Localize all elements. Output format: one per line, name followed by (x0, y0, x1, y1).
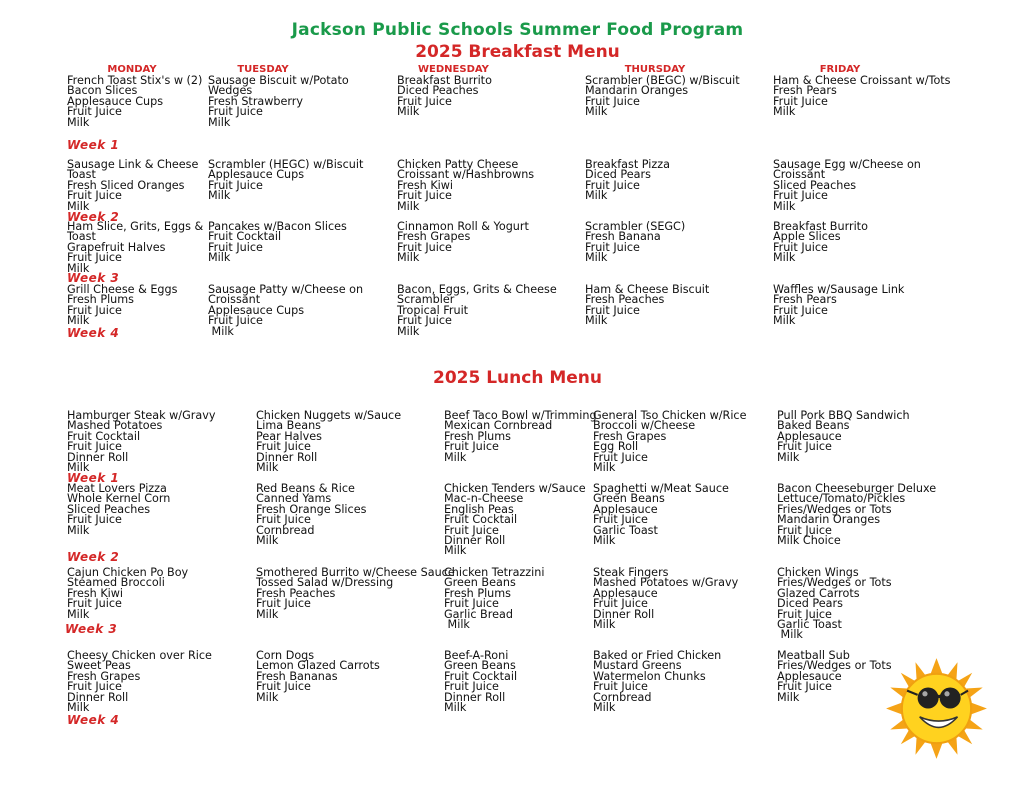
menu-item: Applesauce (593, 502, 658, 516)
menu-item: Fruit Juice (585, 303, 640, 317)
menu-item: Fruit Juice (397, 240, 452, 254)
menu-item: Applesauce Cups (208, 303, 305, 317)
menu-item: Fruit Juice (593, 450, 648, 464)
menu-item: Fruit Juice (208, 314, 263, 328)
menu-item: Beef-A-Roni (444, 649, 509, 662)
menu-item: Milk (444, 617, 470, 631)
lunch-menu-title: 2025 Lunch Menu (432, 368, 603, 388)
breakfast-week-4-label: Week 4 (67, 326, 120, 340)
menu-item: Milk (773, 251, 796, 265)
breakfast-week-4-thursday (585, 285, 709, 327)
menu-item: Fruit Juice (67, 680, 122, 694)
menu-item: Watermelon Chunks (593, 669, 706, 683)
breakfast-week-4-monday (67, 285, 177, 327)
lunch-week-1-tuesday (256, 411, 401, 473)
lunch-week-4-thursday (593, 651, 721, 713)
menu-item: Milk (256, 690, 279, 704)
menu-item: Fresh Banana (585, 230, 661, 244)
menu-item: Dinner Roll (593, 607, 655, 621)
menu-item: Ham & Cheese Croissant w/Tots (773, 74, 951, 87)
menu-item: Fresh Plums (444, 586, 512, 600)
menu-item: Fruit Juice (67, 440, 122, 454)
menu-item: Baked or Fried Chicken (593, 649, 722, 662)
menu-item: Sweet Peas (67, 659, 131, 673)
menu-item: Mashed Potatoes w/Gravy (593, 576, 739, 590)
menu-item: Fruit Juice (585, 240, 640, 254)
menu-item: Lima Beans (256, 419, 321, 433)
menu-item: Ham & Cheese Biscuit (585, 283, 710, 296)
menu-item: Milk (444, 544, 467, 558)
menu-item: Dinner Roll (67, 450, 129, 464)
menu-item: Mac-n-Cheese (444, 492, 524, 506)
lunch-week-3-monday (67, 568, 188, 620)
menu-item: Milk (585, 189, 608, 203)
menu-item: Bacon, Eggs, Grits & Cheese (397, 283, 557, 296)
menu-item: Milk (67, 261, 90, 275)
menu-item: Green Beans (593, 492, 665, 506)
menu-item: Chicken Nuggets w/Sauce (256, 409, 402, 422)
menu-item: Fruit Juice (777, 523, 832, 537)
lunch-week-1-label: Week 1 (67, 471, 120, 485)
menu-item: Steamed Broccoli (67, 576, 165, 590)
menu-item: Fruit Juice (67, 303, 122, 317)
lunch-week-3-tuesday (256, 568, 455, 620)
menu-item: Glazed Carrots (777, 586, 860, 600)
menu-item: Milk (67, 607, 90, 621)
menu-item: Applesauce (593, 586, 658, 600)
menu-item: Cornbread (256, 523, 315, 537)
menu-item: Whole Kernel Corn (67, 492, 171, 506)
menu-item: Milk (773, 199, 796, 213)
menu-item: Bacon Slices (67, 84, 138, 98)
lunch-week-3-label: Week 3 (65, 622, 118, 636)
menu-item: Fresh Grapes (593, 429, 667, 443)
lunch-week-2-thursday (593, 484, 729, 546)
menu-item: Milk (777, 690, 800, 704)
menu-item: Cornbread (593, 690, 652, 704)
breakfast-week-2-tuesday (208, 160, 363, 202)
menu-item: Diced Pears (585, 168, 651, 182)
menu-item: Fresh Strawberry (208, 94, 304, 108)
menu-item: Smothered Burrito w/Cheese Sauce (256, 566, 455, 579)
breakfast-week-3-label: Week 3 (67, 271, 120, 285)
menu-item: Corn Dogs (256, 649, 315, 662)
menu-item: Fresh Plums (67, 293, 135, 307)
menu-item: Breakfast Burrito (773, 220, 868, 233)
menu-item: Milk (208, 189, 231, 203)
menu-item: Milk (67, 199, 90, 213)
menu-item: Milk (773, 314, 796, 328)
menu-item: Fruit Juice (444, 440, 499, 454)
menu-item: Fruit Juice (593, 680, 648, 694)
menu-item: Milk (593, 533, 616, 547)
breakfast-week-3-wednesday (397, 222, 529, 264)
menu-item: Fresh Grapes (397, 230, 471, 244)
menu-item: Sausage Link & Cheese (67, 158, 199, 171)
menu-item: Fruit Juice (256, 513, 311, 527)
menu-item: Fresh Pears (773, 293, 837, 307)
breakfast-week-2-label: Week 2 (67, 210, 120, 224)
menu-item: Mashed Potatoes (67, 419, 163, 433)
menu-item: Milk Choice (777, 533, 841, 547)
menu-item: Fresh Orange Slices (256, 502, 367, 516)
menu-item: Fruit Juice (397, 94, 452, 108)
menu-item: Fruit Juice (67, 105, 122, 119)
menu-item: Egg Roll (593, 440, 639, 454)
menu-item: Diced Pears (777, 597, 843, 611)
menu-item: Milk (585, 105, 608, 119)
program-title: Jackson Public Schools Summer Food Program (291, 20, 744, 40)
menu-item: Croissant (773, 168, 826, 182)
lunch-week-4-friday (777, 651, 892, 703)
menu-item: Fruit Juice (585, 94, 640, 108)
menu-item: French Toast Stix's w (2) (67, 74, 203, 87)
menu-item: Pancakes w/Bacon Slices (208, 220, 347, 233)
menu-item: Fruit Juice (208, 240, 263, 254)
sun-with-sunglasses-icon (884, 656, 989, 761)
menu-item: Breakfast Burrito (397, 74, 492, 87)
menu-item: Fresh Kiwi (67, 586, 124, 600)
menu-item: Tropical Fruit (397, 303, 469, 317)
lunch-week-1-wednesday (444, 411, 597, 463)
breakfast-week-1-tuesday (208, 76, 349, 128)
menu-item: Milk (777, 450, 800, 464)
menu-item: Fruit Juice (585, 178, 640, 192)
menu-item: Fresh Sliced Oranges (67, 178, 185, 192)
menu-item: Milk (397, 199, 420, 213)
menu-item: Milk (444, 450, 467, 464)
menu-item: Sliced Peaches (67, 502, 151, 516)
day-header-thursday: THURSDAY (624, 64, 686, 75)
breakfast-week-2-thursday (585, 160, 670, 202)
menu-item: Fruit Cocktail (444, 669, 518, 683)
menu-item: Milk (208, 324, 234, 338)
menu-item: Waffles w/Sausage Link (773, 283, 905, 296)
menu-item: Lemon Glazed Carrots (256, 659, 380, 673)
menu-item: Cheesy Chicken over Rice (67, 649, 212, 662)
menu-item: Milk (397, 324, 420, 338)
menu-item: Applesauce Cups (67, 94, 164, 108)
menu-item: Fruit Juice (593, 597, 648, 611)
breakfast-week-1-thursday (585, 76, 740, 118)
lunch-week-4-tuesday (256, 651, 380, 703)
menu-item: Milk (67, 314, 90, 328)
menu-item: Fruit Juice (208, 178, 263, 192)
breakfast-week-1-label: Week 1 (67, 138, 120, 152)
menu-item: Wedges (208, 84, 253, 98)
menu-item: Milk (397, 105, 420, 119)
menu-item: Milk (593, 700, 616, 714)
menu-item: Fruit Juice (777, 680, 832, 694)
menu-item: Croissant w/Hashbrowns (397, 168, 535, 182)
menu-item: Fruit Juice (397, 189, 452, 203)
menu-item: Mexican Cornbread (444, 419, 553, 433)
lunch-week-3-thursday (593, 568, 738, 630)
menu-item: Scrambler (BEGC) w/Biscuit (585, 74, 740, 87)
menu-item: Croissant (208, 293, 261, 307)
menu-item: Scrambler (397, 293, 455, 307)
menu-item: Milk (773, 105, 796, 119)
menu-item: Mandarin Oranges (777, 513, 881, 527)
menu-item: Cajun Chicken Po Boy (67, 566, 189, 579)
menu-item: Green Beans (444, 576, 516, 590)
menu-item: Fresh Grapes (67, 669, 141, 683)
menu-item: Red Beans & Rice (256, 482, 355, 495)
menu-item: General Tso Chicken w/Rice (593, 409, 747, 422)
lunch-week-1-thursday (593, 411, 746, 473)
lunch-week-4-wednesday (444, 651, 517, 713)
menu-item: Fresh Kiwi (397, 178, 454, 192)
menu-item: Milk (208, 251, 231, 265)
lunch-week-2-friday (777, 484, 936, 546)
menu-item: Fresh Plums (444, 429, 512, 443)
menu-item: English Peas (444, 502, 514, 516)
menu-item: Dinner Roll (444, 690, 506, 704)
menu-item: Chicken Tenders w/Sauce (444, 482, 586, 495)
menu-item: Milk (593, 460, 616, 474)
menu-item: Mustard Greens (593, 659, 682, 673)
menu-item: Fruit Juice (208, 105, 263, 119)
menu-item: Sliced Peaches (773, 178, 857, 192)
breakfast-week-3-friday (773, 222, 868, 264)
menu-item: Fruit Juice (67, 513, 122, 527)
menu-item: Applesauce (777, 669, 842, 683)
menu-item: Milk (397, 251, 420, 265)
menu-item: Toast (67, 230, 96, 244)
lunch-week-2-monday (67, 484, 170, 536)
menu-item: Meatball Sub (777, 649, 850, 662)
menu-item: Milk (444, 700, 467, 714)
menu-item: Milk (585, 251, 608, 265)
menu-item: Milk (67, 700, 90, 714)
lunch-week-4-label: Week 4 (67, 713, 120, 727)
menu-item: Fries/Wedges or Tots (777, 659, 892, 673)
lunch-week-3-friday (777, 568, 892, 641)
menu-item: Fruit Cocktail (67, 429, 141, 443)
menu-item: Apple Slices (773, 230, 841, 244)
menu-item: Fresh Pears (773, 84, 837, 98)
breakfast-week-4-tuesday (208, 285, 363, 337)
menu-item: Garlic Toast (777, 617, 842, 631)
menu-item: Dinner Roll (444, 533, 506, 547)
menu-item: Toast (67, 168, 96, 182)
breakfast-week-1-friday (773, 76, 951, 118)
menu-item: Fruit Juice (773, 189, 828, 203)
menu-item: Mandarin Oranges (585, 84, 689, 98)
menu-item: Fresh Peaches (256, 586, 336, 600)
menu-item: Meat Lovers Pizza (67, 482, 167, 495)
menu-item: Fruit Cocktail (208, 230, 282, 244)
breakfast-week-3-thursday (585, 222, 685, 264)
breakfast-week-4-wednesday (397, 285, 557, 337)
menu-item: Milk (256, 533, 279, 547)
menu-item: Scrambler (SEGC) (585, 220, 686, 233)
menu-item: Spaghetti w/Meat Sauce (593, 482, 729, 495)
menu-item: Fruit Juice (256, 680, 311, 694)
menu-item: Sausage Biscuit w/Potato (208, 74, 349, 87)
menu-item: Bacon Cheeseburger Deluxe (777, 482, 937, 495)
menu-item: Fruit Juice (777, 440, 832, 454)
menu-item: Milk (67, 115, 90, 129)
menu-item: Fruit Juice (773, 303, 828, 317)
menu-item: Fruit Juice (67, 597, 122, 611)
menu-item: Beef Taco Bowl w/Trimming (444, 409, 597, 422)
menu-item: Grapefruit Halves (67, 240, 166, 254)
lunch-week-2-tuesday (256, 484, 366, 546)
breakfast-week-1-monday (67, 76, 202, 128)
menu-item: Chicken Wings (777, 566, 859, 579)
menu-item: Garlic Toast (593, 523, 658, 537)
menu-item: Fruit Cocktail (444, 513, 518, 527)
menu-item: Applesauce (777, 429, 842, 443)
menu-item: Pear Halves (256, 429, 322, 443)
menu-item: Diced Peaches (397, 84, 479, 98)
menu-item: Fruit Juice (256, 597, 311, 611)
breakfast-week-1-wednesday (397, 76, 492, 118)
menu-item: Broccoli w/Cheese (593, 419, 696, 433)
menu-item: Chicken Tetrazzini (444, 566, 545, 579)
menu-item: Fruit Juice (67, 251, 122, 265)
menu-item: Fresh Bananas (256, 669, 338, 683)
menu-item: Milk (208, 115, 231, 129)
menu-item: Fries/Wedges or Tots (777, 502, 892, 516)
menu-item: Lettuce/Tomato/Pickles (777, 492, 906, 506)
menu-item: Tossed Salad w/Dressing (256, 576, 394, 590)
lunch-week-2-label: Week 2 (67, 550, 120, 564)
menu-item: Sausage Egg w/Cheese on (773, 158, 921, 171)
menu-item: Baked Beans (777, 419, 850, 433)
menu-item: Fruit Juice (67, 189, 122, 203)
menu-item: Chicken Patty Cheese (397, 158, 519, 171)
menu-item: Fruit Juice (444, 597, 499, 611)
breakfast-week-2-wednesday (397, 160, 534, 212)
lunch-week-4-monday (67, 651, 212, 713)
lunch-week-2-wednesday (444, 484, 586, 557)
menu-item: Milk (67, 523, 90, 537)
breakfast-week-3-tuesday (208, 222, 347, 264)
breakfast-week-2-monday (67, 160, 198, 212)
breakfast-week-3-monday (67, 222, 203, 274)
menu-item: Fruit Juice (397, 314, 452, 328)
menu-item: Sausage Patty w/Cheese on (208, 283, 364, 296)
menu-item: Applesauce Cups (208, 168, 305, 182)
lunch-week-1-friday (777, 411, 910, 463)
menu-item: Fruit Juice (444, 523, 499, 537)
menu-item: Cinnamon Roll & Yogurt (397, 220, 529, 233)
day-header-monday: MONDAY (107, 64, 157, 75)
menu-item: Milk (585, 314, 608, 328)
menu-item: Milk (67, 460, 90, 474)
menu-item: Fruit Juice (773, 240, 828, 254)
menu-item: Fruit Juice (256, 440, 311, 454)
menu-item: Canned Yams (256, 492, 332, 506)
menu-item: Milk (256, 607, 279, 621)
menu-item: Dinner Roll (256, 450, 318, 464)
lunch-week-1-monday (67, 411, 215, 473)
menu-item: Steak Fingers (593, 566, 669, 579)
menu-item: Milk (777, 628, 803, 642)
menu-item: Scrambler (HEGC) w/Biscuit (208, 158, 364, 171)
menu-item: Hamburger Steak w/Gravy (67, 409, 216, 422)
menu-item: Fruit Juice (777, 607, 832, 621)
menu-item: Fruit Juice (593, 513, 648, 527)
day-header-wednesday: WEDNESDAY (418, 64, 489, 75)
day-header-friday: FRIDAY (819, 64, 861, 75)
menu-item: Fries/Wedges or Tots (777, 576, 892, 590)
menu-item: Fruit Juice (444, 680, 499, 694)
breakfast-week-4-friday (773, 285, 904, 327)
menu-item: Green Beans (444, 659, 516, 673)
menu-item: Milk (593, 617, 616, 631)
menu-item: Garlic Bread (444, 607, 513, 621)
breakfast-menu-title: 2025 Breakfast Menu (415, 42, 620, 62)
menu-item: Pull Pork BBQ Sandwich (777, 409, 910, 422)
day-header-tuesday: TUESDAY (237, 64, 289, 75)
menu-item: Breakfast Pizza (585, 158, 671, 171)
lunch-week-3-wednesday (444, 568, 544, 630)
breakfast-week-2-friday (773, 160, 921, 212)
menu-item: Fresh Peaches (585, 293, 665, 307)
menu-item: Ham Slice, Grits, Eggs & (67, 220, 204, 233)
menu-item: Milk (256, 460, 279, 474)
menu-item: Grill Cheese & Eggs (67, 283, 178, 296)
menu-item: Dinner Roll (67, 690, 129, 704)
menu-item: Fruit Juice (773, 94, 828, 108)
